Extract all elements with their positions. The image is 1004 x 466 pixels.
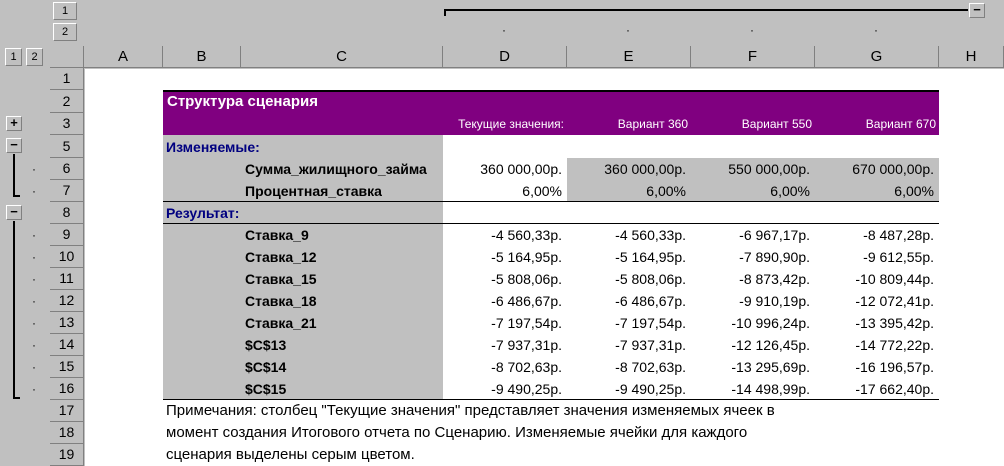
result-c15-variant-550[interactable]: -14 498,99р.: [731, 381, 810, 397]
row-outline-level-2-button[interactable]: 2: [26, 48, 43, 66]
row-group-bracket-result-foot: [13, 397, 20, 399]
row-header-15[interactable]: 15: [50, 356, 84, 378]
result-name-c15: $C$15: [245, 381, 287, 397]
row-header-14[interactable]: 14: [50, 334, 84, 356]
row-header-9[interactable]: 9: [50, 224, 84, 246]
header-variant-670: Вариант 670: [865, 117, 936, 131]
column-outline-dot-e: ·: [626, 23, 630, 37]
row-outline-dot-16: ·: [32, 382, 36, 396]
result-15-variant-550[interactable]: -8 873,42р.: [739, 271, 810, 287]
result-c13-current[interactable]: -7 937,31р.: [491, 337, 562, 353]
row-header-16[interactable]: 16: [50, 378, 84, 400]
column-header-c[interactable]: C: [241, 46, 443, 68]
row-header-5[interactable]: 5: [50, 135, 84, 158]
column-outline-level-2-button[interactable]: 2: [53, 23, 77, 41]
result-9-current[interactable]: -4 560,33р.: [491, 227, 562, 243]
changing-name-interest-rate: Процентная_ставка: [245, 183, 382, 199]
column-group-bracket-line: [444, 9, 968, 11]
changing-rate-current[interactable]: 6,00%: [522, 183, 562, 199]
row-header-6[interactable]: 6: [50, 158, 84, 180]
row-group-collapse-button-result[interactable]: −: [6, 205, 22, 220]
result-c13-variant-360[interactable]: -7 937,31р.: [615, 337, 686, 353]
result-21-variant-360[interactable]: -7 197,54р.: [615, 315, 686, 331]
result-c15-variant-670[interactable]: -17 662,40р.: [855, 381, 934, 397]
row-header-1[interactable]: 1: [50, 68, 84, 90]
result-15-current[interactable]: -5 808,06р.: [491, 271, 562, 287]
result-name-12: Ставка_12: [245, 249, 317, 265]
report-title: Структура сценария: [167, 93, 318, 110]
row-outline-dot-13: ·: [32, 316, 36, 330]
changing-loan-variant-360[interactable]: 360 000,00р.: [567, 158, 691, 180]
column-header-b[interactable]: B: [163, 46, 241, 68]
column-header-d[interactable]: D: [443, 46, 567, 68]
result-name-18: Ставка_18: [245, 293, 317, 309]
result-9-variant-360[interactable]: -4 560,33р.: [615, 227, 686, 243]
row-header-11[interactable]: 11: [50, 268, 84, 290]
row-header-8[interactable]: 8: [50, 202, 84, 224]
column-group-bracket-tick: [444, 9, 446, 16]
result-15-variant-670[interactable]: -10 809,44р.: [855, 271, 934, 287]
changing-loan-current[interactable]: 360 000,00р.: [480, 161, 562, 177]
result-name-c13: $C$13: [245, 337, 287, 353]
result-c14-variant-550[interactable]: -13 295,69р.: [731, 359, 810, 375]
result-c15-current[interactable]: -9 490,25р.: [491, 381, 562, 397]
column-header-g[interactable]: G: [815, 46, 939, 68]
column-outline-dot-d: ·: [502, 23, 506, 37]
notes-line-3: сценария выделены серым цветом.: [166, 446, 415, 463]
row-header-17[interactable]: 17: [50, 400, 84, 422]
notes-line-1: Примечания: столбец "Текущие значения" представляет значения изменяемых ячеек в: [166, 402, 775, 419]
row-outline-dot-6: ·: [32, 162, 36, 176]
row-header-3[interactable]: 3: [50, 113, 84, 135]
column-header-h[interactable]: H: [939, 46, 1004, 68]
changing-loan-variant-550[interactable]: 550 000,00р.: [691, 158, 815, 180]
result-12-variant-550[interactable]: -7 890,90р.: [739, 249, 810, 265]
changing-name-loan-sum: Сумма_жилищного_займа: [245, 161, 427, 177]
result-21-variant-550[interactable]: -10 996,24р.: [731, 315, 810, 331]
row-header-19[interactable]: 19: [50, 444, 84, 466]
column-outline-level-1-button[interactable]: 1: [53, 2, 77, 20]
changing-rate-variant-360[interactable]: 6,00%: [567, 180, 691, 202]
row-outline-dot-11: ·: [32, 272, 36, 286]
row-outline-level-1-button[interactable]: 1: [5, 48, 22, 66]
row-outline-dot-12: ·: [32, 294, 36, 308]
row-header-12[interactable]: 12: [50, 290, 84, 312]
column-header-e[interactable]: E: [567, 46, 691, 68]
result-12-current[interactable]: -5 164,95р.: [491, 249, 562, 265]
row-header-10[interactable]: 10: [50, 246, 84, 268]
header-current-values: Текущие значения:: [458, 117, 564, 131]
notes-line-2: момент создания Итогового отчета по Сценарию. Изменяемые ячейки для каждого: [166, 424, 748, 441]
result-name-c14: $C$14: [245, 359, 287, 375]
result-name-9: Ставка_9: [245, 227, 309, 243]
row-header-7[interactable]: 7: [50, 180, 84, 202]
result-21-variant-670[interactable]: -13 395,42р.: [855, 315, 934, 331]
result-9-variant-550[interactable]: -6 967,17р.: [739, 227, 810, 243]
row-header-2[interactable]: 2: [50, 90, 84, 113]
result-18-current[interactable]: -6 486,67р.: [491, 293, 562, 309]
changing-section-label: Изменяемые:: [166, 139, 260, 155]
row-outline-dot-9: ·: [32, 228, 36, 242]
row-group-collapse-button-changing[interactable]: −: [6, 138, 22, 153]
result-c13-variant-670[interactable]: -14 772,22р.: [855, 337, 934, 353]
changing-rate-variant-550[interactable]: 6,00%: [691, 180, 815, 202]
changing-rate-variant-670[interactable]: 6,00%: [815, 180, 939, 202]
result-name-21: Ставка_21: [245, 315, 317, 331]
result-9-variant-670[interactable]: -8 487,28р.: [863, 227, 934, 243]
column-group-collapse-button[interactable]: −: [969, 3, 985, 18]
column-outline-dot-g: ·: [874, 23, 878, 37]
column-outline-dot-f: ·: [750, 23, 754, 37]
result-18-variant-360[interactable]: -6 486,67р.: [615, 293, 686, 309]
result-c14-variant-360[interactable]: -8 702,63р.: [615, 359, 686, 375]
row-header-13[interactable]: 13: [50, 312, 84, 334]
result-name-15: Ставка_15: [245, 271, 317, 287]
row-outline-dot-10: ·: [32, 250, 36, 264]
column-header-a[interactable]: A: [84, 46, 163, 68]
result-12-variant-670[interactable]: -9 612,55р.: [863, 249, 934, 265]
result-15-variant-360[interactable]: -5 808,06р.: [615, 271, 686, 287]
row-outline-dot-15: ·: [32, 360, 36, 374]
result-c13-variant-550[interactable]: -12 126,45р.: [731, 337, 810, 353]
row-group-expand-button[interactable]: +: [6, 116, 22, 131]
column-header-f[interactable]: F: [691, 46, 815, 68]
result-12-variant-360[interactable]: -5 164,95р.: [615, 249, 686, 265]
row-group-bracket-result: [13, 221, 15, 399]
header-variant-550: Вариант 550: [741, 117, 812, 131]
row-group-bracket-changing-foot: [13, 195, 20, 197]
result-c14-current[interactable]: -8 702,63р.: [491, 359, 562, 375]
result-c14-variant-670[interactable]: -16 196,57р.: [855, 359, 934, 375]
row-outline-dot-14: ·: [32, 338, 36, 352]
result-18-variant-550[interactable]: -9 910,19р.: [739, 293, 810, 309]
result-18-variant-670[interactable]: -12 072,41р.: [855, 293, 934, 309]
result-21-current[interactable]: -7 197,54р.: [491, 315, 562, 331]
result-section-label: Результат:: [166, 205, 240, 221]
select-all-corner[interactable]: [50, 46, 84, 68]
header-variant-360: Вариант 360: [617, 117, 688, 131]
changing-loan-variant-670[interactable]: 670 000,00р.: [815, 158, 939, 180]
row-header-18[interactable]: 18: [50, 422, 84, 444]
row-outline-dot-7: ·: [32, 184, 36, 198]
row-group-bracket-changing: [13, 154, 15, 197]
result-c15-variant-360[interactable]: -9 490,25р.: [615, 381, 686, 397]
